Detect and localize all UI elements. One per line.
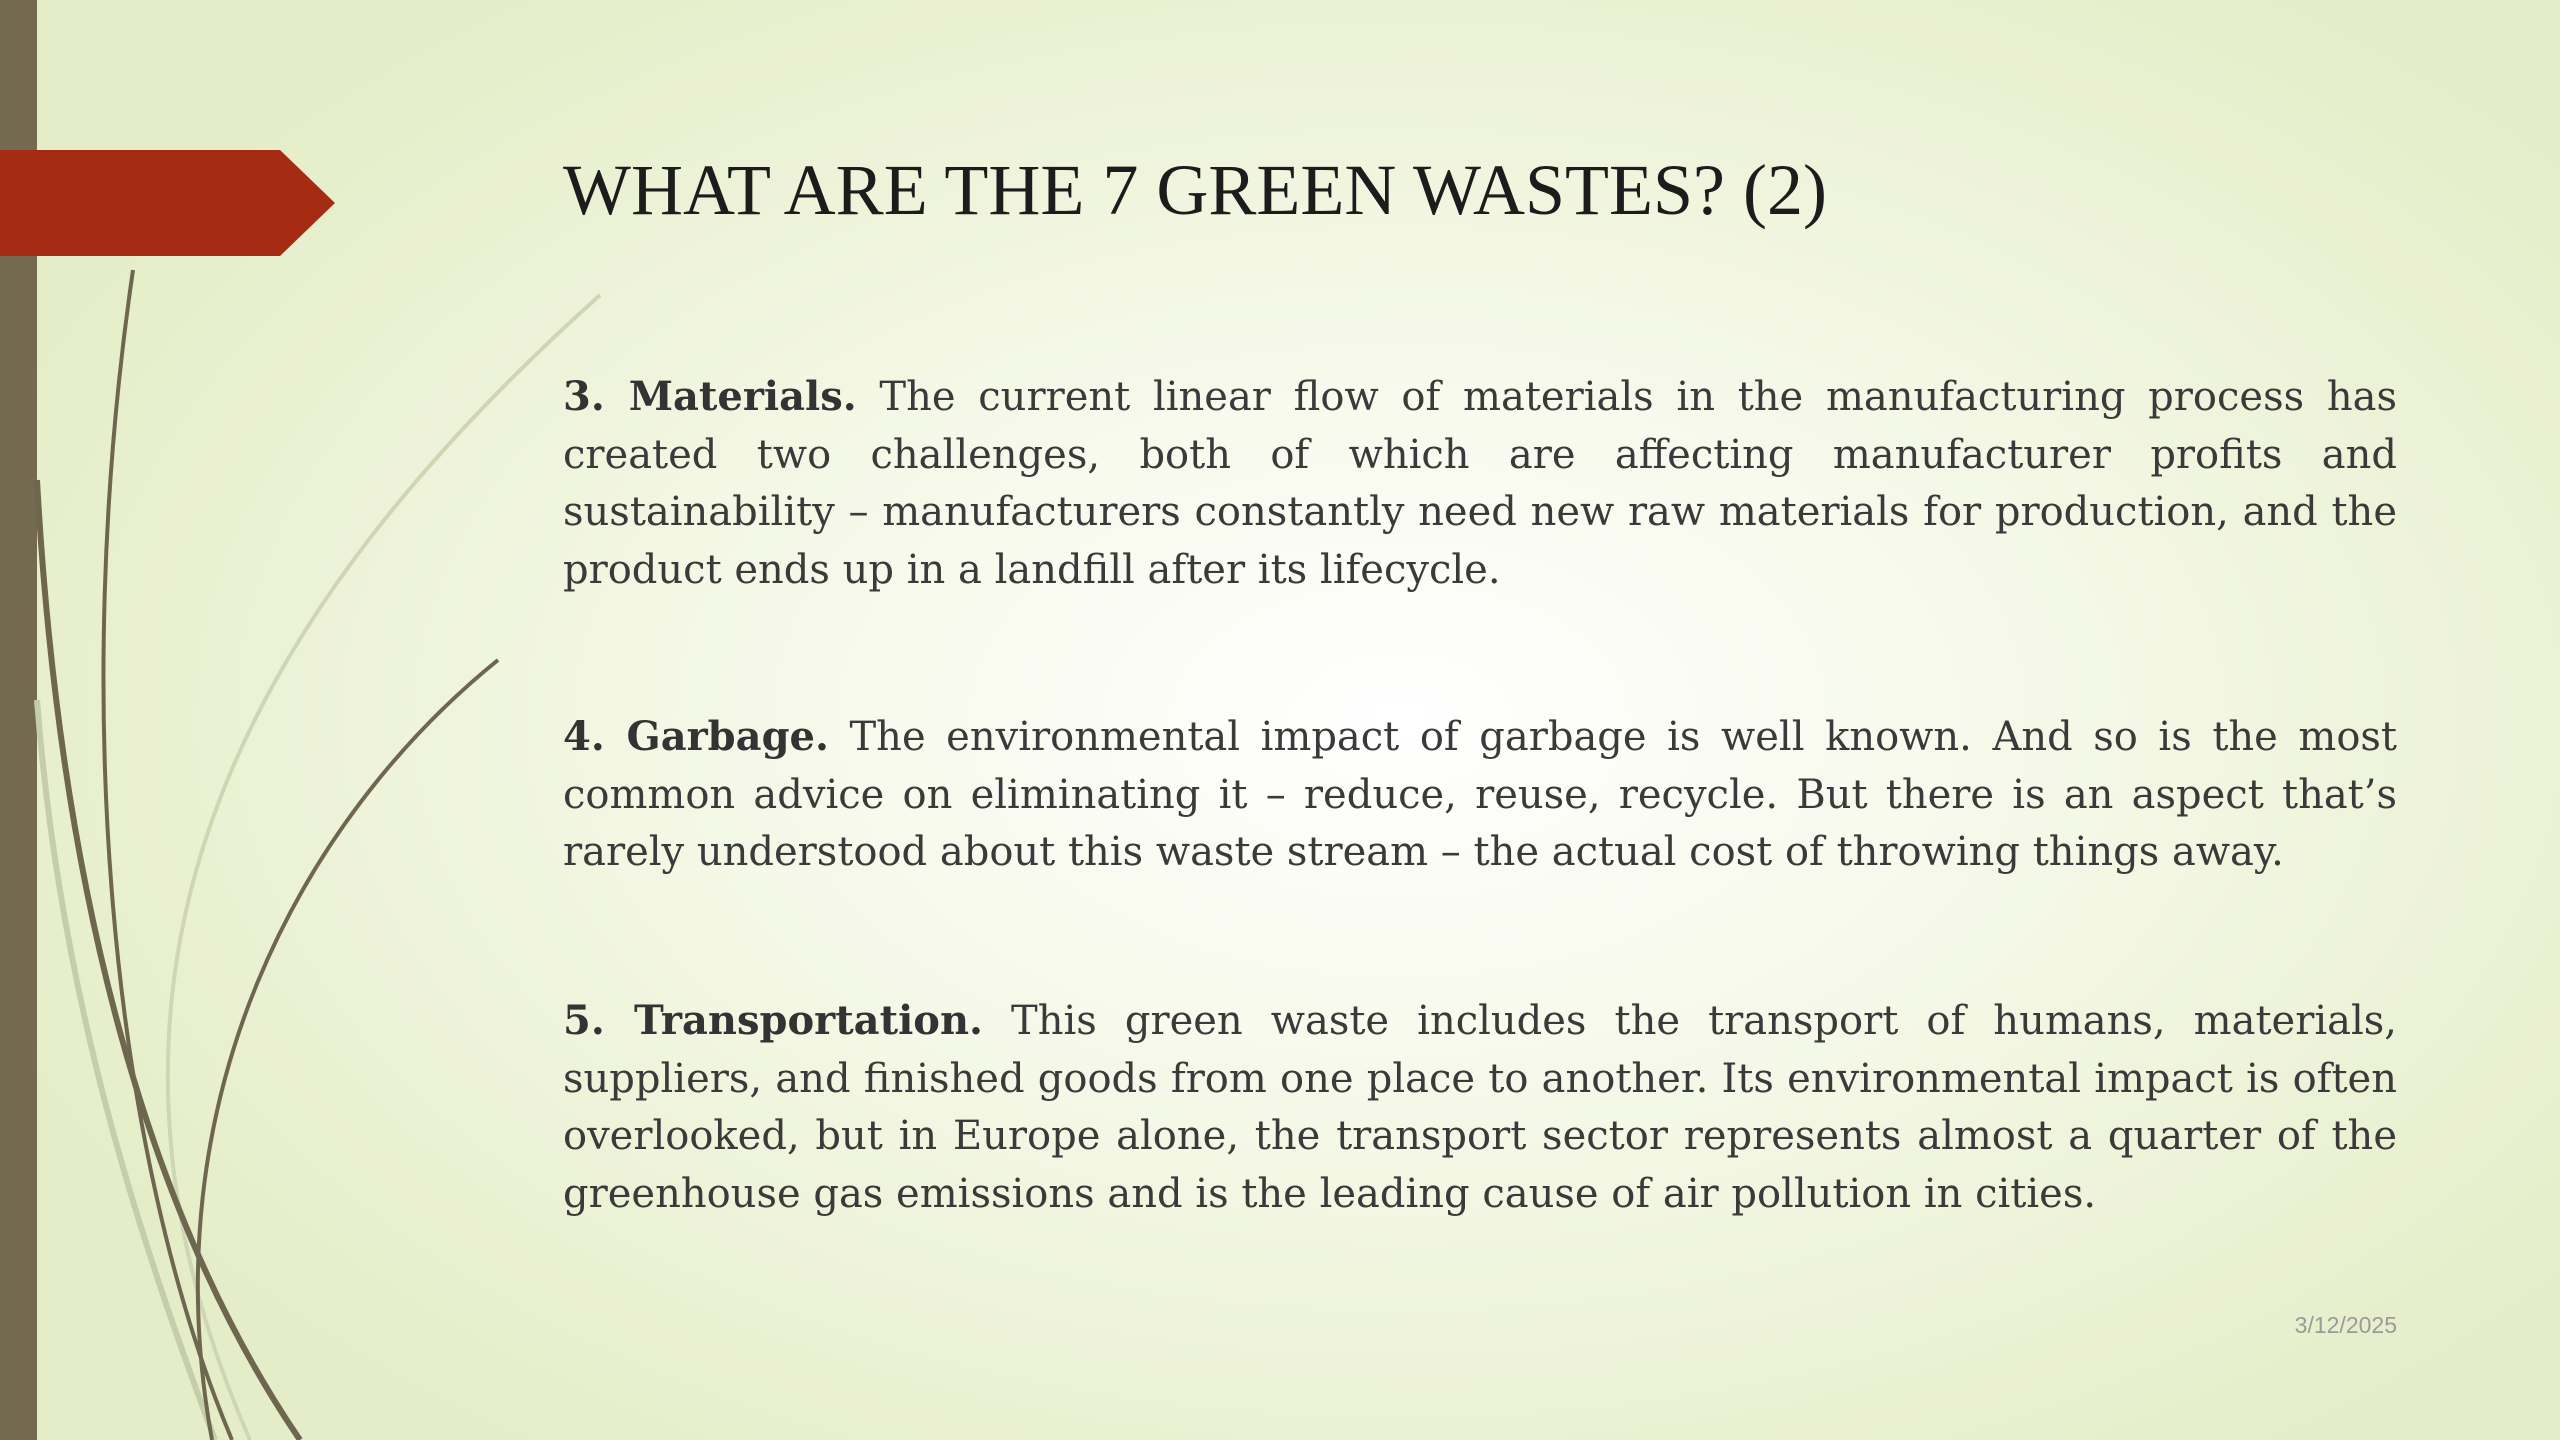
paragraph-heading: 3. Materials. xyxy=(563,373,857,420)
paragraph-heading: 5. Transportation. xyxy=(563,997,983,1044)
paragraph-garbage xyxy=(563,708,2397,882)
paragraph-text: The current linear flow of materials in the manufacturing process has created two challenges, both of which are affecting manufacturer profits and sustainability – manufacturers constantly need new raw materials for production, and the product ends up in a landfill after its lifecycle. xyxy=(563,374,2397,593)
stem-dark-1 xyxy=(103,270,232,1440)
slide-title: WHAT ARE THE 7 GREEN WASTES? (2) xyxy=(563,150,1827,230)
title-arrow-tab xyxy=(0,150,335,256)
paragraph-heading: 4. Garbage. xyxy=(563,713,829,760)
stem-light-1 xyxy=(168,295,600,1440)
slide-date: 3/12/2025 xyxy=(2294,1312,2397,1338)
stem-light-2 xyxy=(37,700,215,1440)
paragraph-text: The environmental impact of garbage is well known. And so is the most common advice on eliminating it – reduce, reuse, recycle. But there is an aspect that’s rarely understood about this waste stream – the actual cost of throwing things away. xyxy=(563,714,2397,875)
paragraph-transportation xyxy=(563,992,2397,1223)
stem-dark-3 xyxy=(198,660,498,1440)
paragraph-text: This green waste includes the transport of humans, materials, suppliers, and finished goods from one place to another. Its environmental impact is often overlooked, but in Europe alone, the transport sector represents almost a quarter of the greenhouse gas emissions and is the leading cause of air pollution in cities. xyxy=(563,998,2397,1217)
stem-dark-2 xyxy=(37,480,300,1440)
paragraph-materials xyxy=(563,368,2397,599)
